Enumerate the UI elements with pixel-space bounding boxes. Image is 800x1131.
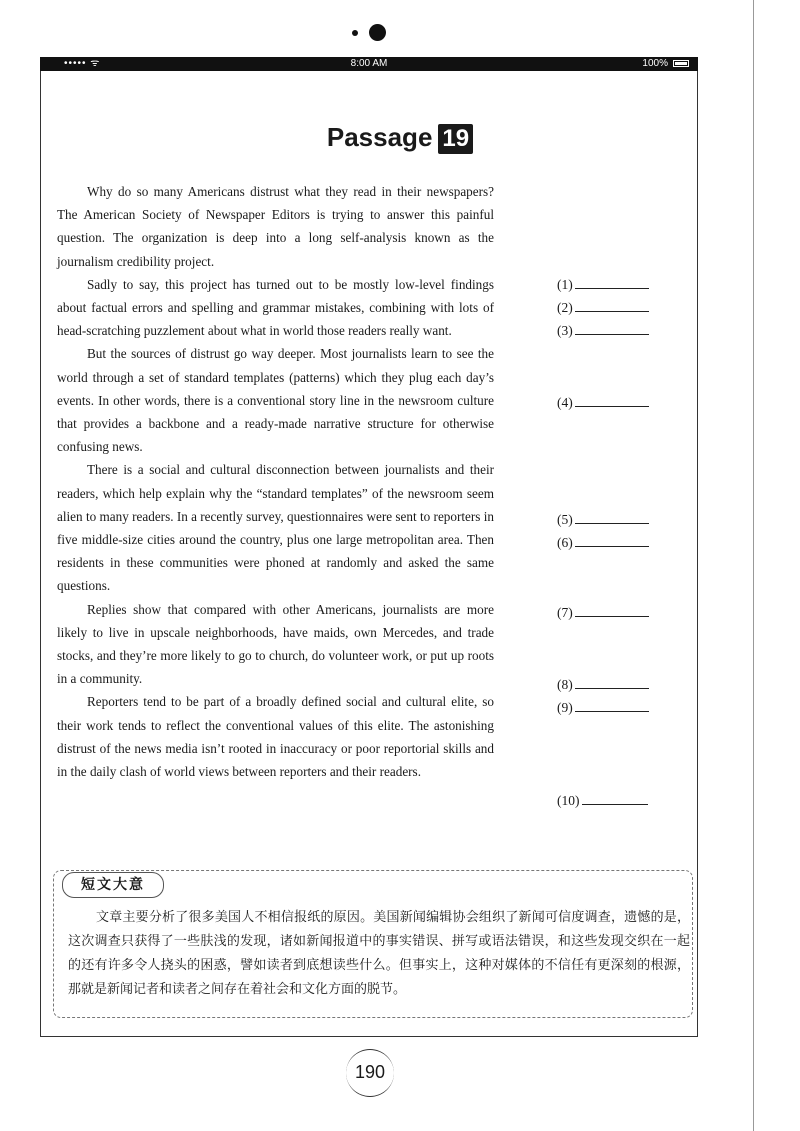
- answer-blank[interactable]: [557, 533, 649, 553]
- answer-label: (5): [557, 512, 573, 527]
- answer-underline: [575, 603, 649, 617]
- answer-underline: [582, 791, 648, 805]
- answer-blank[interactable]: [557, 791, 648, 811]
- page-title: [0, 122, 800, 154]
- answer-underline: [575, 698, 649, 712]
- answer-blank[interactable]: [557, 510, 649, 530]
- passage-body: [57, 180, 494, 783]
- answer-label: (1): [557, 277, 573, 292]
- answer-underline: [575, 393, 649, 407]
- summary-label: 短文大意: [62, 872, 164, 898]
- answer-label: (9): [557, 700, 573, 715]
- answer-label: (3): [557, 323, 573, 338]
- paragraph: Replies show that compared with other Americans, journalists are more likely to live in upscale neighborhoods, have maids, own Mercedes, and trade stocks, and they’re more likely to go to church, do volunteer work, or put up roots in a community.: [57, 601, 494, 687]
- answer-blank[interactable]: [557, 675, 649, 695]
- answer-underline: [575, 275, 649, 289]
- answer-label: (8): [557, 677, 573, 692]
- title-text: Passage: [326, 122, 433, 152]
- paragraph: Sadly to say, this project has turned out to be mostly low-level findings about factual errors and spelling and grammar mistakes, combining with lots of head-scratching puzzlement about what in world those readers really want.: [57, 276, 494, 339]
- summary-text: [68, 906, 690, 1002]
- answer-label: (10): [557, 793, 580, 808]
- answer-label: (6): [557, 535, 573, 550]
- answer-underline: [575, 298, 649, 312]
- answer-underline: [575, 321, 649, 335]
- camera-icon: [352, 22, 392, 46]
- answer-blank[interactable]: [557, 275, 649, 295]
- answer-underline: [575, 675, 649, 689]
- page-number: 190: [346, 1049, 394, 1097]
- passage-number-badge: 19: [438, 124, 473, 154]
- status-time: 8:00 AM: [350, 58, 388, 69]
- sensor-dot: [352, 30, 358, 36]
- status-bar: [40, 57, 698, 71]
- battery-icon: [673, 60, 689, 67]
- paragraph: But the sources of distrust go way deeper. Most journalists learn to see the world through a set of standard templates (patterns) which they plug each day’s events. In other words, there is a conventional story line in the newsroom culture that provides a backbone and a ready-made narrative structure for otherwise confusing news.: [57, 346, 494, 455]
- answer-blank[interactable]: [557, 698, 649, 718]
- paragraph: There is a social and cultural disconnection between journalists and their readers, which help explain why the “standard templates” of the newsroom seem alien to many readers. In a recently survey, questionnaires were sent to reporters in five middle-size cities around the country, plus one large metropolitan area. Then residents in these communities were phoned at randomly and asked the same questions.: [57, 462, 494, 594]
- page-edge-line: [753, 0, 754, 1131]
- signal-wifi-icon: ••••• ᯤ: [64, 58, 101, 69]
- answer-label: (2): [557, 300, 573, 315]
- paragraph: Why do so many Americans distrust what they read in their newspapers? The American Society of Newspaper Editors is trying to answer this painful question. The organization is deep into a long self-analysis known as the journalism credibility project.: [57, 184, 494, 269]
- paragraph: Reporters tend to be part of a broadly defined social and cultural elite, so their work tends to reflect the conventional values of this elite. The astonishing distrust of the news media isn’t rooted in inaccuracy or poor reportorial skills and in the daily clash of world views between reporters and their readers.: [57, 694, 494, 780]
- answer-blank[interactable]: [557, 393, 649, 413]
- answer-blank[interactable]: [557, 603, 649, 623]
- answer-underline: [575, 533, 649, 547]
- answer-label: (7): [557, 605, 573, 620]
- answer-blank[interactable]: [557, 298, 649, 318]
- summary-paragraph: 文章主要分析了很多美国人不相信报纸的原因。美国新闻编辑协会组织了新闻可信度调查，遗憾的是，这次调查只获得了一些肤浅的发现，诸如新闻报道中的事实错误、拼写或语法错误，和这些发现交织在一起的还有许多令人挠头的困惑，譬如读者到底想读些什么。但事实上，这种对媒体的不信任有更深刻的根源，那就是新闻记者和读者之间存在着社会和文化方面的脱节。: [68, 910, 690, 997]
- answer-underline: [575, 510, 649, 524]
- answer-blank[interactable]: [557, 321, 649, 341]
- answer-label: (4): [557, 395, 573, 410]
- battery-percent: 100%: [642, 58, 668, 69]
- camera-lens: [369, 24, 386, 41]
